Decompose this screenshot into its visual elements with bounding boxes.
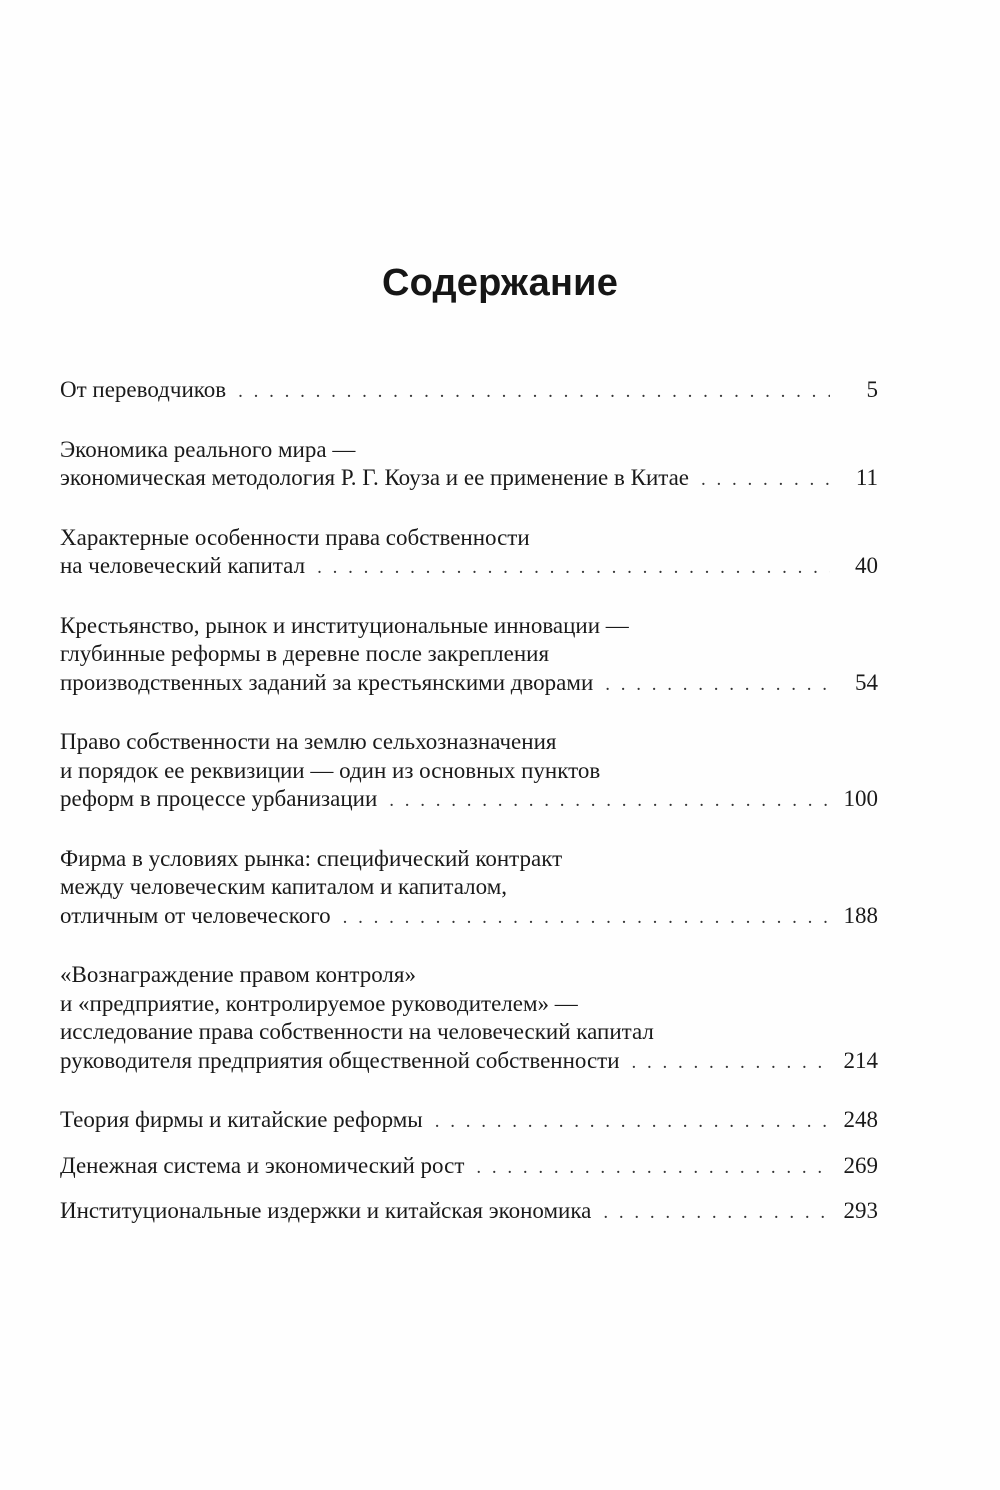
toc-entry-title-line: Крестьянство, рынок и институциональные инновации —: [60, 612, 629, 638]
toc-entry-title-line: между человеческим капиталом и капиталом,: [60, 874, 507, 899]
dot-leader: [238, 378, 830, 407]
toc-entry: [60, 1197, 878, 1228]
toc-entry-title-line: на человеческий капитал: [60, 553, 306, 578]
toc-entry: [60, 436, 878, 495]
dot-leader: [435, 1108, 830, 1137]
toc-entry-title-line: Фирма в условиях рынка: специфический контракт: [60, 845, 563, 871]
toc-entry-title-line: глубинные реформы в деревне после закрепления: [60, 641, 550, 666]
toc-page-number: 100: [843, 786, 878, 811]
toc-page-number: 54: [855, 669, 878, 695]
toc-page-number: 293: [843, 1198, 878, 1223]
dot-leader: [317, 554, 830, 583]
toc-entry-title-line: исследование права собственности на человеческий капитал: [60, 1019, 654, 1044]
toc-entry-title-line: производственных заданий за крестьянскими дворами: [60, 669, 594, 695]
toc-entry-title-line: экономическая методология Р. Г. Коуза и ее применение в Китае: [60, 465, 690, 490]
toc-entry: [60, 612, 878, 700]
toc-entry-title-line: Право собственности на землю сельхозназначения: [60, 729, 557, 754]
toc-entry-title-line: Денежная система и экономический рост: [60, 1152, 465, 1178]
toc-entry-title-line: и «предприятие, контролируемое руководителем» —: [60, 990, 578, 1016]
dot-leader: [476, 1154, 830, 1183]
dot-leader: [389, 787, 830, 816]
toc-page-number: 5: [866, 377, 878, 402]
toc-entry: [60, 524, 878, 583]
toc-entry: [60, 961, 878, 1077]
toc-entry: [60, 1152, 878, 1183]
toc-entry: [60, 376, 878, 407]
toc-entry-title-line: От переводчиков: [60, 377, 227, 402]
toc-entry-title-line: Экономика реального мира —: [60, 436, 356, 462]
dot-leader: [343, 904, 830, 933]
dot-leader: [632, 1049, 830, 1078]
toc-entry-title-line: «Вознаграждение правом контроля»: [60, 962, 416, 987]
toc-page-number: 269: [843, 1152, 878, 1178]
toc-entry-title-line: отличным от человеческого: [60, 902, 331, 928]
toc-entry-title-line: реформ в процессе урбанизации: [60, 786, 378, 811]
page-title: Содержание: [381, 262, 619, 304]
dot-leader: [603, 1199, 830, 1228]
toc-entry: [60, 1106, 878, 1137]
toc-entry-title-line: Характерные особенности права собственности: [60, 524, 530, 550]
toc-entry-title-line: Теория фирмы и китайские реформы: [60, 1107, 423, 1132]
toc-entry-title-line: руководителя предприятия общественной собственности: [60, 1047, 620, 1073]
toc-page-number: 11: [855, 465, 878, 490]
table-of-contents: [60, 376, 878, 1257]
toc-entry-title-line: Институциональные издержки и китайская экономика: [60, 1198, 592, 1223]
toc-entry-title-line: и порядок ее реквизиции — один из основных пунктов: [60, 757, 601, 783]
toc-page-number: 248: [843, 1107, 878, 1132]
toc-page-number: 188: [843, 902, 878, 928]
toc-entry: [60, 728, 878, 816]
toc-page-number: 214: [843, 1047, 878, 1073]
dot-leader: [605, 671, 830, 700]
toc-entry: [60, 845, 878, 933]
toc-page-number: 40: [855, 553, 878, 578]
dot-leader: [701, 466, 830, 495]
